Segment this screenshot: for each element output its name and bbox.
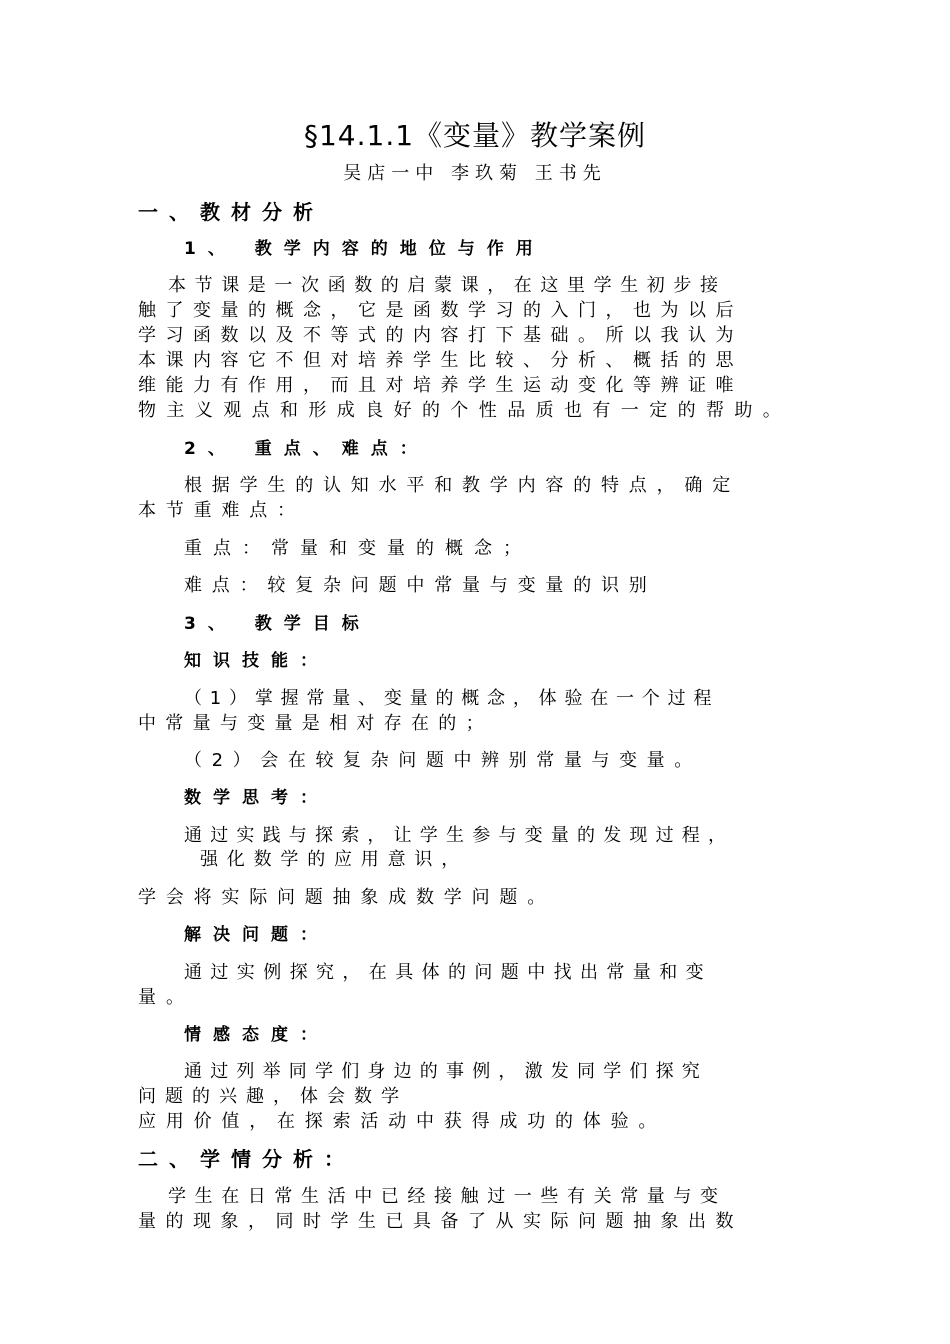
paragraph-line: 强化数学的应用意识， [200, 849, 468, 870]
problem-solving-label: 解决问题： [184, 925, 329, 945]
paragraph-line: 量的现象，同时学生已具备了从实际问题抽象出数 [138, 1211, 743, 1232]
subsection-heading-3: 3、 教学目标 [184, 614, 371, 634]
key-point-line: 重点：常量和变量的概念； [184, 538, 532, 559]
paragraph-line: 维能力有作用，而且对培养学生运动变化等辨证唯 [138, 375, 743, 396]
paragraph-line: （2）会在较复杂问题中辨别常量与变量。 [184, 750, 702, 771]
paragraph-line: 触了变量的概念，它是函数学习的入门，也为以后 [138, 300, 743, 321]
math-thinking-label: 数学思考： [184, 788, 329, 808]
paragraph-line: （1）掌握常量、变量的概念，体验在一个过程 [184, 688, 720, 709]
section-heading-1: 一、教材分析 [138, 200, 324, 224]
paragraph-line: 通过实践与探索，让学生参与变量的发现过程， [184, 825, 735, 846]
subsection-heading-2: 2、 重点、难点： [184, 439, 429, 459]
subsection-heading-1: 1、 教学内容的地位与作用 [184, 239, 545, 259]
paragraph-line: 学生在日常生活中已经接触过一些有关常量与变 [168, 1186, 727, 1207]
paragraph-line: 问题的兴趣，体会数学 [138, 1086, 408, 1107]
paragraph-line: 本节课是一次函数的启蒙课，在这里学生初步接 [168, 275, 727, 296]
paragraph-line: 本节重难点： [138, 500, 305, 521]
paragraph-line: 学习函数以及不等式的内容打下基础。所以我认为 [138, 325, 743, 346]
knowledge-skills-label: 知识技能： [184, 651, 329, 671]
paragraph-line: 通过实例探究，在具体的问题中找出常量和变 [184, 962, 712, 983]
document-title: §14.1.1《变量》教学案例 [303, 119, 647, 152]
paragraph-line: 通过列举同学们身边的事例，激发同学们探究 [184, 1061, 708, 1082]
paragraph-line: 中常量与变量是相对存在的； [138, 713, 493, 734]
paragraph-line: 学会将实际问题抽象成数学问题。 [138, 887, 555, 908]
paragraph-line: 本课内容它不但对培养学生比较、分析、概括的思 [138, 350, 743, 371]
paragraph-line: 量。 [138, 987, 194, 1008]
difficulty-line: 难点：较复杂问题中常量与变量的识别 [184, 575, 657, 596]
paragraph-line: 应用价值，在探索活动中获得成功的体验。 [138, 1111, 667, 1132]
author-line: 吴店一中 李玖菊 王书先 [343, 163, 607, 184]
emotion-attitude-label: 情感态度： [184, 1025, 329, 1045]
paragraph-line: 物主义观点和形成良好的个性品质也有一定的帮助。 [138, 400, 792, 421]
paragraph-line: 根据学生的认知水平和教学内容的特点，确定 [184, 475, 740, 496]
section-heading-2: 二、学情分析： [138, 1147, 355, 1171]
